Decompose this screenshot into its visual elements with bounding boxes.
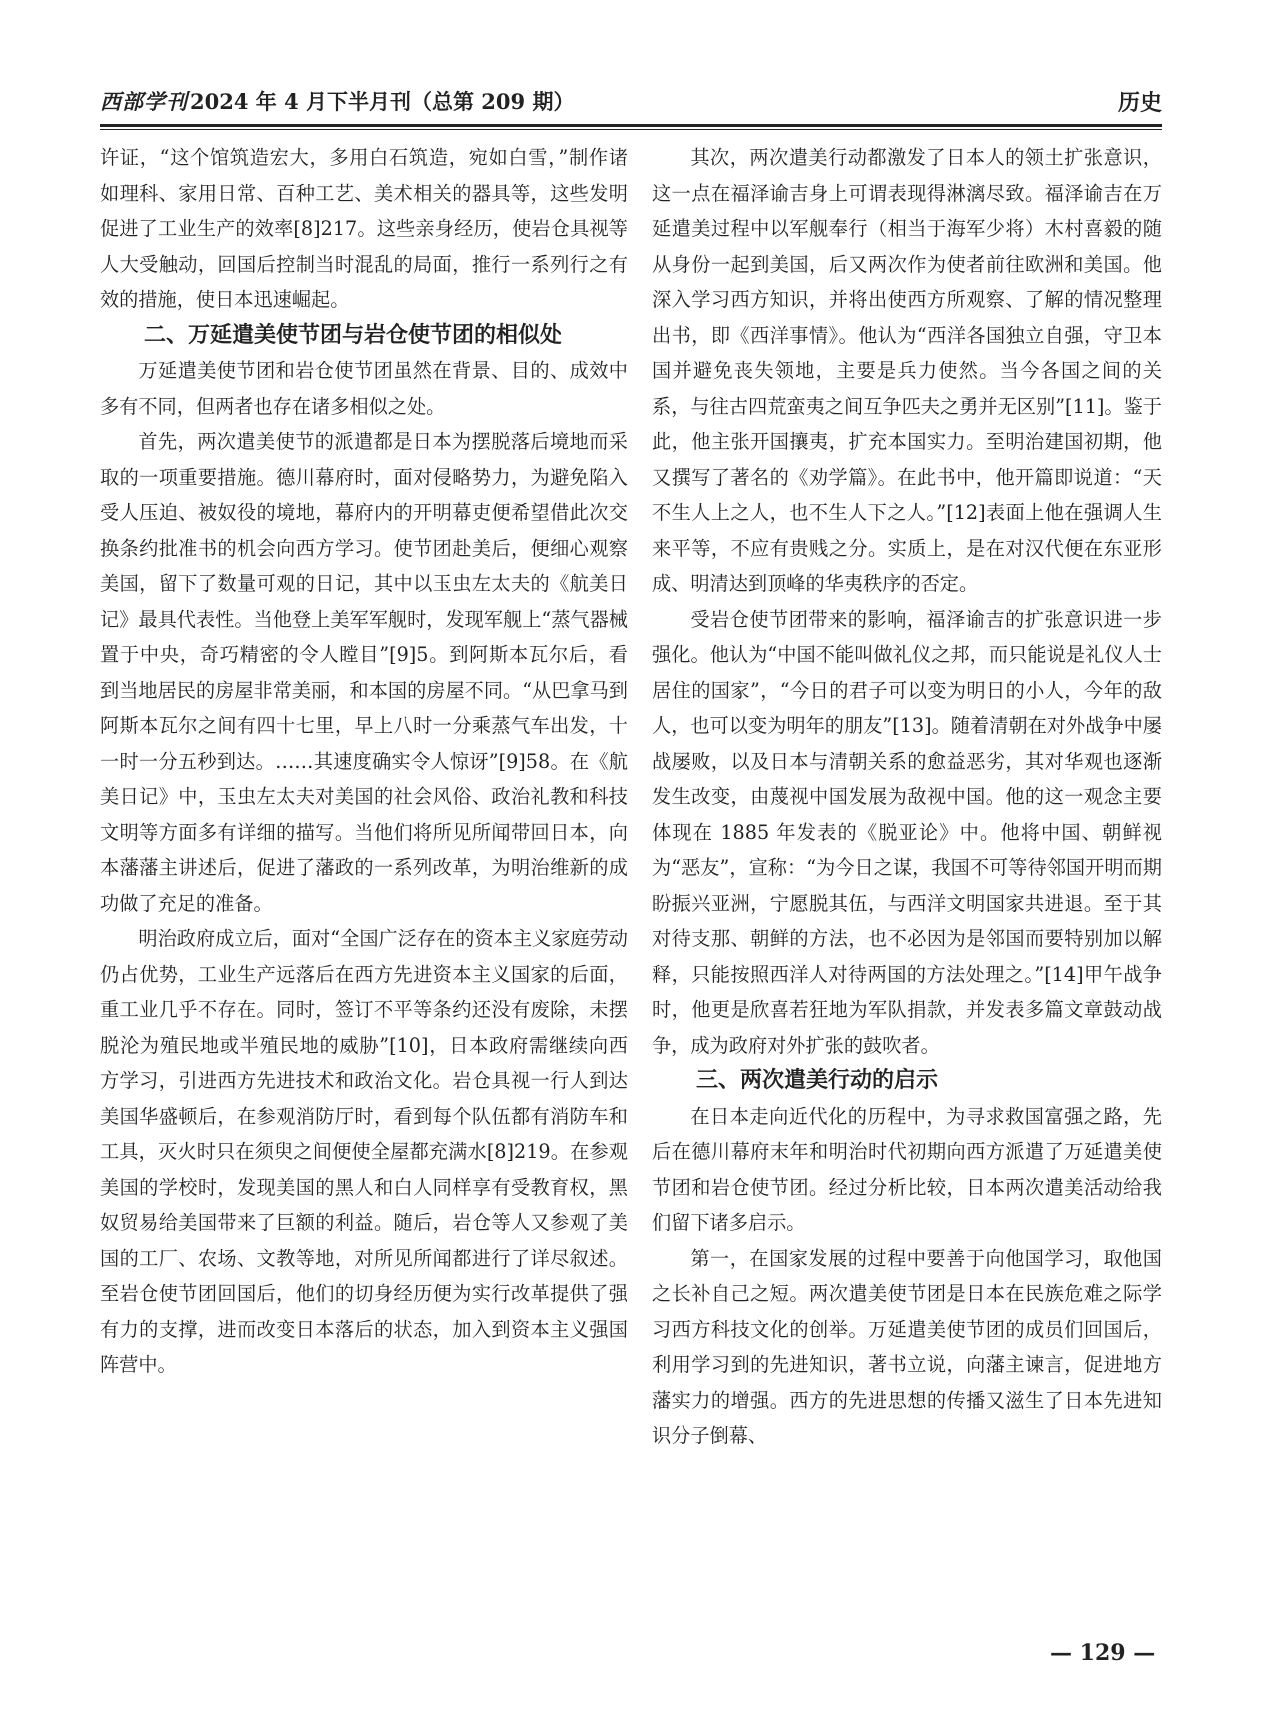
page-number: — 129 — bbox=[1050, 1640, 1156, 1666]
journal-logo: 西部学刊 bbox=[100, 89, 188, 114]
paragraph: 受岩仓使节团带来的影响，福泽谕吉的扩张意识进一步强化。他认为“中国不能叫做礼仪之邦，而只能说是礼仪人士居住的国家”，“今日的君子可以变为明日的小人，今年的敌人，也可以变为明年的朋友”[13]。随着清朝在对外战争中屡战屡败，以及日本与清朝关系的愈益恶劣，其对华观也逐渐发生改变，由蔑视中国发展为敌视中国。他的这一观念主要体现在 1885 年发表的《脱亚论》中。他将中国、朝鲜视为“恶友”，宣称：“为今日之谋，我国不可等待邻国开明而期盼振兴亚洲，宁愿脱其伍，与西洋文明国家共进退。至于其对待支那、朝鲜的方法，也不必因为是邻国而要特别加以解释，只能按照西洋人对待两国的方法处理之。”[14]甲午战争时，他更是欣喜若狂地为军队捐款，并发表多篇文章鼓动战争，成为政府对外扩张的鼓吹者。 bbox=[652, 607, 1162, 1057]
issue-info: 2024 年 4 月下半月刊（总第 209 期） bbox=[190, 89, 575, 114]
paragraph: 第一，在国家发展的过程中要善于向他国学习，取他国之长补自己之短。两次遣美使节团是日本在民族危难之际学习西方科技文化的创举。万延遣美使节团的成员们回国后，利用学习到的先进知识，著书立说，向藩主谏言，促进地方藩实力的增强。西方的先进思想的传播又滋生了日本先进知识分子倒幕、 bbox=[652, 1246, 1162, 1447]
right-column bbox=[652, 140, 1162, 1454]
left-column bbox=[100, 140, 628, 1383]
paragraph: 在日本走向近代化的历程中，为寻求救国富强之路，先后在德川幕府末年和明治时代初期向西方派遣了万延遣美使节团和岩仓使节团。经过分析比较，日本两次遣美活动给我们留下诸多启示。 bbox=[652, 1104, 1162, 1234]
section-label: 历史 bbox=[1117, 90, 1162, 116]
paragraph: 明治政府成立后，面对“全国广泛存在的资本主义家庭劳动仍占优势，工业生产远落后在西方先进资本主义国家的后面，重工业几乎不存在。同时，签订不平等条约还没有废除，未摆脱沦为殖民地或半殖民地的威胁”[10]，日本政府需继续向西方学习，引进西方先进技术和政治文化。岩仓具视一行人到达美国华盛顿后，在参观消防厅时，看到每个队伍都有消防车和工具，灭火时只在须臾之间便使全屋都充满水[8]219。在参观美国的学校时，发现美国的黑人和白人同样享有受教育权，黑奴贸易给美国带来了巨额的利益。随后，岩仓等人又参观了美国的工厂、农场、文教等地，对所见所闻都进行了详尽叙述。至岩仓使节团回国后，他们的切身经历便为实行改革提供了强有力的支撑，进而改变日本落后的状态，加入到资本主义强国阵营中。 bbox=[100, 927, 628, 1376]
section-heading: 二、万延遣美使节团与岩仓使节团的相似处 bbox=[144, 322, 563, 348]
section-heading: 三、两次遣美行动的启示 bbox=[696, 1068, 939, 1093]
paragraph: 万延遣美使节团和岩仓使节团虽然在背景、目的、成效中多有不同，但两者也存在诸多相似之处。 bbox=[100, 359, 628, 418]
header-rule bbox=[100, 124, 1162, 127]
paragraph: 许证，“这个馆筑造宏大，多用白石筑造，宛如白雪，”制作诸如理科、家用日常、百种工艺、美术相关的器具等，这些发明促进了工业生产的效率[8]217。这些亲身经历，使岩仓具视等人大受触动，回国后控制当时混乱的局面，推行一系列行之有效的措施，使日本迅速崛起。 bbox=[100, 146, 628, 311]
header-rule-thin bbox=[100, 129, 1162, 130]
paragraph: 其次，两次遣美行动都激发了日本人的领土扩张意识，这一点在福泽谕吉身上可谓表现得淋漓尽致。福泽谕吉在万延遣美过程中以军舰奉行（相当于海军少将）木村喜毅的随从身份一起到美国，后又两次作为使者前往欧洲和美国。他深入学习西方知识，并将出使西方所观察、了解的情况整理出书，即《西洋事情》。他认为“西洋各国独立自强，守卫本国并避免丧失领地，主要是兵力使然。当今各国之间的关系，与往古四荒蛮夷之间互争匹夫之勇并无区别”[11]。鉴于此，他主张开国攘夷，扩充本国实力。至明治建国初期，他又撰写了著名的《劝学篇》。在此书中，他开篇即说道：“天不生人上之人，也不生人下之人。”[12]表面上他在强调人生来平等，不应有贵贱之分。实质上，是在对汉代便在东亚形成、明清达到顶峰的华夷秩序的否定。 bbox=[652, 146, 1162, 595]
running-header bbox=[100, 86, 1162, 126]
journal-issue-line bbox=[100, 86, 574, 116]
paragraph: 首先，两次遣美使节的派遣都是日本为摆脱落后境地而采取的一项重要措施。德川幕府时，面对侵略势力，为避免陷入受人压迫、被奴役的境地，幕府内的开明幕吏便希望借此次交换条约批准书的机会向西方学习。使节团赴美后，便细心观察美国，留下了数量可观的日记，其中以玉虫左太夫的《航美日记》最具代表性。当他登上美军军舰时，发现军舰上“蒸气器械置于中央，奇巧精密的令人瞠目”[9]5。到阿斯本瓦尔后，看到当地居民的房屋非常美丽，和本国的房屋不同。“从巴拿马到阿斯本瓦尔之间有四十七里，早上八时一分乘蒸气车出发，十一时一分五秒到达。……其速度确实令人惊讶”[9]58。在《航美日记》中，玉虫左太夫对美国的社会风俗、政治礼教和科技文明等方面多有详细的描写。当他们将所见所闻带回日本，向本藩藩主讲述后，促进了藩政的一系列改革，为明治维新的成功做了充足的准备。 bbox=[100, 430, 628, 915]
